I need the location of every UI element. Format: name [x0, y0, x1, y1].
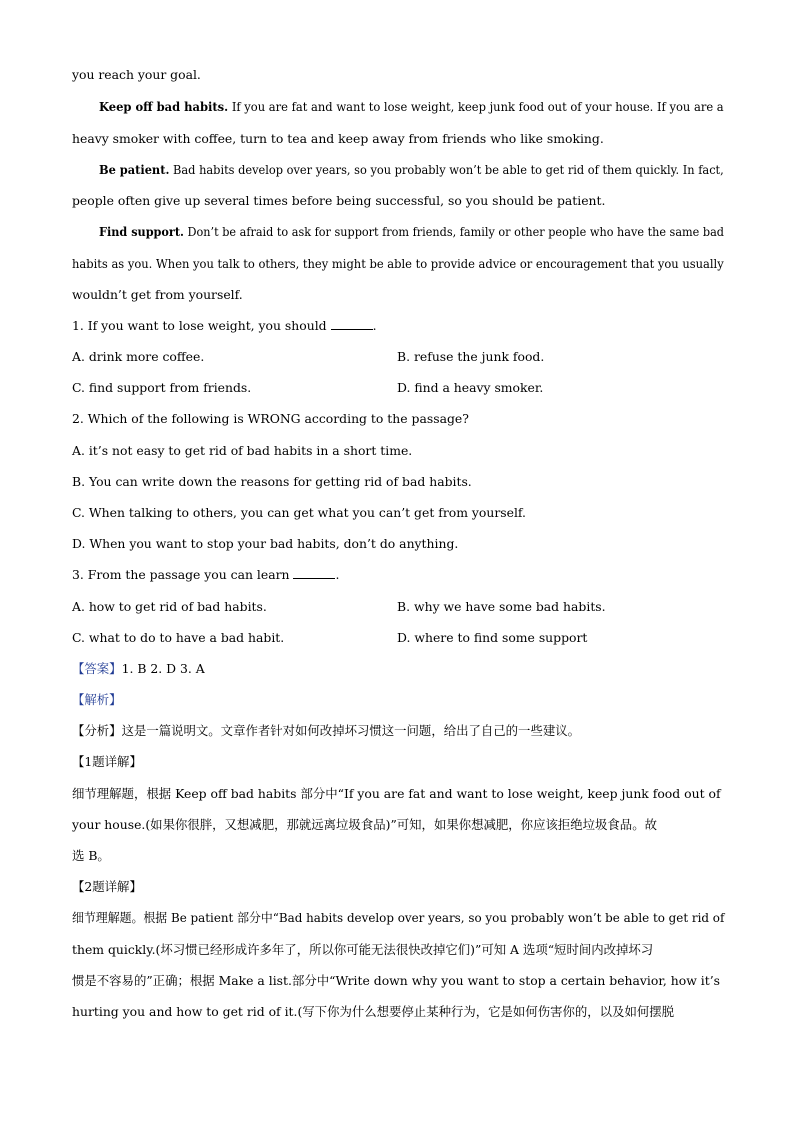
tip-find-support — [99, 224, 724, 240]
tip-heading: Find support. — [99, 224, 184, 239]
answer-values: 1. B 2. D 3. A — [121, 661, 205, 676]
q3-option-c: C. what to do to have a bad habit. — [72, 630, 285, 645]
q2-option-b: B. You can write down the reasons for getting rid of bad habits. — [72, 474, 472, 489]
passage-line: heavy smoker with coffee, turn to tea and keep away from friends who like smoking. — [72, 131, 604, 146]
tip-be-patient — [99, 162, 724, 178]
tip-text: Bad habits develop over years, so you probably won’t be able to get rid of them quickly. In fact, — [169, 162, 724, 177]
q1-option-b: B. refuse the junk food. — [397, 349, 545, 364]
q3-option-b: B. why we have some bad habits. — [397, 599, 606, 614]
detail-1-line: your house.(如果你很胖，又想减肥，那就远离垃圾食品)”可知，如果你想减肥，你应该拒绝垃圾食品。故 — [72, 817, 657, 832]
q3-option-d: D. where to find some support — [397, 630, 588, 645]
question-1-stem: 1. If you want to lose weight, you should . — [72, 318, 377, 333]
detail-2-line: them quickly.(坏习惯已经形成许多年了，所以你可能无法很快改掉它们)”可知 A 选项“短时间内改掉坏习 — [72, 942, 654, 957]
answer-line — [72, 661, 205, 677]
fenxi-text: 这是一篇说明文。文章作者针对如何改掉坏习惯这一问题，给出了自己的一些建议。 — [121, 723, 581, 738]
q2-option-c: C. When talking to others, you can get what you can’t get from yourself. — [72, 505, 527, 520]
detail-2-line: hurting you and how to get rid of it.(写下你为什么想要停止某种行为，它是如何伤害你的，以及如何摆脱 — [72, 1004, 675, 1019]
question-3-stem: 3. From the passage you can learn . — [72, 567, 340, 582]
answer-blank — [293, 567, 335, 579]
tip-keep-off — [99, 99, 724, 115]
passage-line: people often give up several times before being successful, so you should be patient. — [72, 193, 606, 208]
detail-2-line: 细节理解题。根据 Be patient 部分中“Bad habits develop over years, so you probably won’t be able to get rid of — [72, 910, 725, 925]
tip-text: Don’t be afraid to ask for support from friends, family or other people who have the same bad — [183, 224, 725, 239]
passage-line: wouldn’t get from yourself. — [72, 287, 243, 302]
detail-2-label: 【2题详解】 — [72, 879, 142, 894]
q3-option-a: A. how to get rid of bad habits. — [72, 599, 267, 614]
detail-1-line: 选 B。 — [72, 848, 110, 863]
q1-option-d: D. find a heavy smoker. — [397, 380, 544, 395]
q1-option-a: A. drink more coffee. — [72, 349, 205, 364]
answer-blank — [331, 318, 373, 330]
analysis-label: 【解析】 — [72, 692, 122, 707]
tip-heading: Keep off bad habits. — [99, 99, 229, 114]
tip-text: If you are fat and want to lose weight, keep junk food out of your house. If you are a — [228, 99, 724, 114]
fenxi-label: 【分析】 — [72, 723, 122, 738]
detail-1-label: 【1题详解】 — [72, 754, 142, 769]
q1-option-c: C. find support from friends. — [72, 380, 252, 395]
q2-option-d: D. When you want to stop your bad habits, don’t do anything. — [72, 536, 459, 551]
fenxi-line — [72, 723, 580, 739]
detail-2-line: 惯是不容易的”正确；根据 Make a list.部分中“Write down why you want to stop a certain behavior, how it’s — [72, 973, 721, 988]
passage-line: habits as you. When you talk to others, they might be able to provide advice or encouragement that you usually — [72, 256, 724, 271]
question-2-stem: 2. Which of the following is WRONG according to the passage? — [72, 411, 469, 426]
q2-option-a: A. it’s not easy to get rid of bad habits in a short time. — [72, 443, 413, 458]
detail-1-line: 细节理解题，根据 Keep off bad habits 部分中“If you are fat and want to lose weight, keep junk food out of — [72, 786, 721, 801]
answer-label: 【答案】 — [72, 661, 122, 676]
tip-heading: Be patient. — [99, 162, 170, 177]
passage-line: you reach your goal. — [72, 67, 201, 82]
